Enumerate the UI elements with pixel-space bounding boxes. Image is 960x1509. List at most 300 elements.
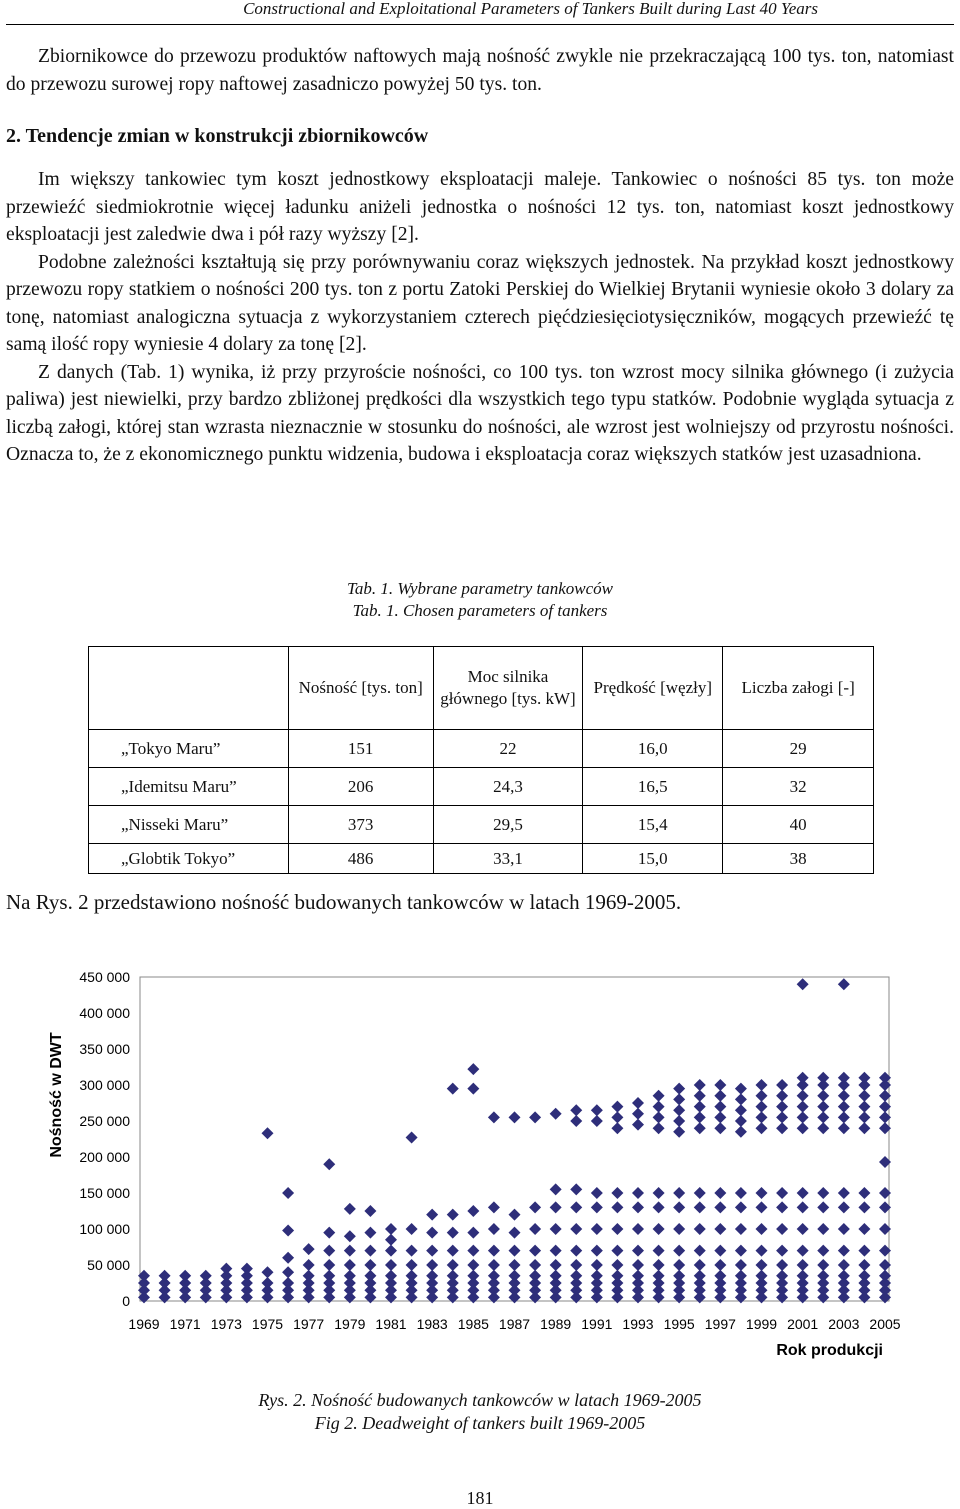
- data-point: [262, 1127, 274, 1139]
- table-row: [89, 768, 874, 806]
- table-cell: 38: [723, 844, 874, 874]
- data-point: [447, 1209, 459, 1221]
- data-point: [570, 1223, 582, 1235]
- table-caption-en: Tab. 1. Chosen parameters of tankers: [352, 601, 608, 620]
- data-point: [632, 1270, 644, 1282]
- data-point: [364, 1270, 376, 1282]
- data-point: [838, 1270, 850, 1282]
- data-point: [735, 1126, 747, 1138]
- data-point: [467, 1259, 479, 1271]
- data-point: [776, 1090, 788, 1102]
- x-tick-label: 1991: [581, 1316, 613, 1332]
- data-point: [653, 1223, 665, 1235]
- data-point: [282, 1187, 294, 1199]
- data-point: [756, 1079, 768, 1091]
- data-point: [838, 1223, 850, 1235]
- data-point: [694, 1090, 706, 1102]
- data-point: [838, 1187, 850, 1199]
- table-caption-pl: Tab. 1. Wybrane parametry tankowców: [346, 579, 613, 598]
- data-point: [385, 1259, 397, 1271]
- data-point: [714, 1223, 726, 1235]
- data-point: [447, 1270, 459, 1282]
- table-cell: 486: [288, 844, 433, 874]
- data-point: [653, 1270, 665, 1282]
- data-point: [570, 1259, 582, 1271]
- data-point: [817, 1259, 829, 1271]
- data-point: [817, 1111, 829, 1123]
- running-head: [0, 0, 960, 24]
- data-point: [756, 1201, 768, 1213]
- data-point: [653, 1090, 665, 1102]
- data-point: [714, 1245, 726, 1257]
- data-point: [817, 1223, 829, 1235]
- data-point: [776, 1187, 788, 1199]
- data-point: [426, 1259, 438, 1271]
- data-point: [797, 1111, 809, 1123]
- data-point: [447, 1227, 459, 1239]
- data-point: [694, 1122, 706, 1134]
- x-tick-label: 1983: [416, 1316, 448, 1332]
- data-point: [817, 1101, 829, 1113]
- data-point: [529, 1201, 541, 1213]
- data-point: [797, 1072, 809, 1084]
- data-point: [776, 1101, 788, 1113]
- data-point: [591, 1259, 603, 1271]
- y-tick-label: 200 000: [79, 1149, 130, 1165]
- y-tick-label: 100 000: [79, 1221, 130, 1237]
- data-point: [817, 1187, 829, 1199]
- data-point: [467, 1227, 479, 1239]
- data-point: [488, 1259, 500, 1271]
- y-tick-label: 350 000: [79, 1041, 130, 1057]
- data-point: [714, 1079, 726, 1091]
- data-point: [756, 1101, 768, 1113]
- data-point: [611, 1187, 623, 1199]
- data-point: [858, 1111, 870, 1123]
- data-point: [467, 1063, 479, 1075]
- data-point: [509, 1270, 521, 1282]
- data-point: [756, 1270, 768, 1282]
- data-point: [838, 1122, 850, 1134]
- x-tick-label: 1987: [498, 1316, 531, 1332]
- data-point: [797, 1101, 809, 1113]
- data-point: [714, 1201, 726, 1213]
- data-point: [797, 1223, 809, 1235]
- ship-name: „Tokyo Maru”: [89, 730, 289, 768]
- table-cell: 373: [288, 806, 433, 844]
- data-point: [591, 1270, 603, 1282]
- data-point: [159, 1270, 171, 1282]
- table-row: [89, 730, 874, 768]
- data-point: [817, 1245, 829, 1257]
- table-cell: 40: [723, 806, 874, 844]
- x-axis-ticks: [128, 1316, 900, 1332]
- ship-name: „Globtik Tokyo”: [89, 844, 289, 874]
- data-point: [776, 1223, 788, 1235]
- ship-name: „Idemitsu Maru”: [89, 768, 289, 806]
- data-point: [611, 1270, 623, 1282]
- parameters-table: [88, 646, 874, 874]
- data-point: [447, 1259, 459, 1271]
- data-point: [838, 1111, 850, 1123]
- data-point: [776, 1245, 788, 1257]
- data-point: [550, 1223, 562, 1235]
- data-point: [303, 1259, 315, 1271]
- data-point: [776, 1111, 788, 1123]
- data-point: [714, 1270, 726, 1282]
- data-point: [653, 1101, 665, 1113]
- paragraph-text: Zbiornikowce do przewozu produktów naftowych mają nośność zwykle nie przekraczającą 100 tys. ton, natomiast do przewozu surowej ropy naftowej zasadniczo powyżej 50 tys. ton.: [6, 46, 954, 95]
- y-axis-label: Nośność w DWT: [48, 1032, 65, 1158]
- data-point: [529, 1111, 541, 1123]
- data-point: [694, 1101, 706, 1113]
- table-cell: 15,0: [583, 844, 723, 874]
- data-point: [714, 1101, 726, 1113]
- data-point: [488, 1201, 500, 1213]
- x-tick-label: 1975: [251, 1316, 284, 1332]
- data-point: [756, 1187, 768, 1199]
- x-tick-label: 2005: [869, 1316, 901, 1332]
- data-point: [509, 1259, 521, 1271]
- data-point: [694, 1223, 706, 1235]
- data-point: [673, 1187, 685, 1199]
- data-point: [653, 1201, 665, 1213]
- data-point: [591, 1201, 603, 1213]
- data-point: [838, 1201, 850, 1213]
- data-point: [179, 1270, 191, 1282]
- data-point: [838, 1072, 850, 1084]
- x-tick-label: 1981: [375, 1316, 407, 1332]
- data-point: [344, 1245, 356, 1257]
- data-point: [653, 1111, 665, 1123]
- data-point: [550, 1259, 562, 1271]
- data-point: [220, 1263, 232, 1275]
- data-point: [673, 1223, 685, 1235]
- data-point: [591, 1245, 603, 1257]
- data-point: [797, 1122, 809, 1134]
- data-point: [817, 1201, 829, 1213]
- data-point: [714, 1111, 726, 1123]
- x-tick-label: 1971: [169, 1316, 201, 1332]
- data-point: [776, 1122, 788, 1134]
- data-point: [735, 1115, 747, 1127]
- data-point: [488, 1270, 500, 1282]
- data-point: [406, 1259, 418, 1271]
- data-point: [838, 978, 850, 990]
- x-tick-label: 1969: [128, 1316, 160, 1332]
- data-point: [694, 1079, 706, 1091]
- data-point: [632, 1119, 644, 1131]
- data-point: [426, 1209, 438, 1221]
- deadweight-scatter-chart: [0, 955, 960, 1375]
- data-point: [406, 1245, 418, 1257]
- data-point: [632, 1108, 644, 1120]
- data-point: [509, 1227, 521, 1239]
- data-point: [591, 1115, 603, 1127]
- data-point: [632, 1259, 644, 1271]
- data-point: [776, 1259, 788, 1271]
- data-point: [735, 1083, 747, 1095]
- data-point: [447, 1083, 459, 1095]
- data-point: [303, 1243, 315, 1255]
- data-point: [756, 1259, 768, 1271]
- data-point: [529, 1259, 541, 1271]
- data-point: [797, 1090, 809, 1102]
- data-point: [550, 1183, 562, 1195]
- data-point: [550, 1201, 562, 1213]
- data-point: [344, 1230, 356, 1242]
- data-point: [735, 1187, 747, 1199]
- data-point: [797, 1245, 809, 1257]
- figure-intro-text: Na Rys. 2 przedstawiono nośność budowanych tankowców w latach 1969-2005.: [6, 890, 682, 914]
- x-tick-label: 1999: [745, 1316, 778, 1332]
- y-axis-ticks: [79, 969, 130, 1309]
- data-point: [467, 1270, 479, 1282]
- data-point: [714, 1122, 726, 1134]
- data-point: [858, 1259, 870, 1271]
- table-header-cell: Nośność [tys. ton]: [288, 647, 433, 730]
- data-point: [756, 1111, 768, 1123]
- data-point: [797, 1187, 809, 1199]
- data-point: [488, 1111, 500, 1123]
- data-point: [817, 1072, 829, 1084]
- data-point: [838, 1101, 850, 1113]
- data-point: [673, 1270, 685, 1282]
- y-tick-label: 50 000: [87, 1257, 130, 1273]
- data-point: [488, 1223, 500, 1235]
- table-header-cell: Moc silnika głównego [tys. kW]: [433, 647, 583, 730]
- data-point: [611, 1122, 623, 1134]
- x-tick-label: 1993: [622, 1316, 654, 1332]
- data-point: [817, 1090, 829, 1102]
- data-point: [673, 1115, 685, 1127]
- data-point: [323, 1245, 335, 1257]
- data-point: [509, 1245, 521, 1257]
- data-point: [694, 1111, 706, 1123]
- data-point: [653, 1245, 665, 1257]
- data-point: [858, 1270, 870, 1282]
- data-point: [426, 1227, 438, 1239]
- data-point: [570, 1201, 582, 1213]
- x-axis-label: Rok produkcji: [776, 1342, 883, 1359]
- data-point: [488, 1245, 500, 1257]
- data-point: [858, 1187, 870, 1199]
- data-point: [323, 1227, 335, 1239]
- data-point: [364, 1205, 376, 1217]
- data-point: [509, 1111, 521, 1123]
- table-cell: 15,4: [583, 806, 723, 844]
- data-point: [200, 1270, 212, 1282]
- data-point: [673, 1083, 685, 1095]
- data-point: [282, 1224, 294, 1236]
- data-point: [406, 1132, 418, 1144]
- data-point: [673, 1201, 685, 1213]
- data-point: [344, 1259, 356, 1271]
- data-point: [756, 1090, 768, 1102]
- data-point: [611, 1111, 623, 1123]
- data-point: [570, 1245, 582, 1257]
- data-points: [138, 978, 891, 1303]
- data-point: [673, 1104, 685, 1116]
- data-point: [714, 1187, 726, 1199]
- table-cell: 206: [288, 768, 433, 806]
- data-point: [406, 1270, 418, 1282]
- running-title: Constructional and Exploitational Parameters of Tankers Built during Last 40 Years: [243, 0, 818, 18]
- data-point: [714, 1259, 726, 1271]
- page-number: 181: [466, 1488, 494, 1508]
- y-tick-label: 0: [122, 1293, 130, 1309]
- data-point: [838, 1245, 850, 1257]
- data-point: [735, 1201, 747, 1213]
- data-point: [611, 1223, 623, 1235]
- paragraph-text: Z danych (Tab. 1) wynika, iż przy przyroście nośności, co 100 tys. ton wzrost mocy silnika głównego (i zużycia paliwa) jest niewielki, przy bardzo zbliżonej prędkości dla wszystkich tego typu statków. Podobnie wygląda sytuacja z liczbą załogi, której stan wzrasta nieznacznie w stosunku do nośności, ale wzrost jest wolniejszy od przyrostu nośności. Oznacza to, że z ekonomicznego punktu widzenia, budowa i eksploatacja coraz większych statków jest uzasadniona.: [6, 361, 954, 465]
- data-point: [817, 1270, 829, 1282]
- data-point: [385, 1245, 397, 1257]
- data-point: [735, 1223, 747, 1235]
- data-point: [467, 1083, 479, 1095]
- data-point: [756, 1223, 768, 1235]
- data-point: [550, 1270, 562, 1282]
- table-cell: 33,1: [433, 844, 583, 874]
- data-point: [364, 1259, 376, 1271]
- data-point: [714, 1090, 726, 1102]
- figure-caption-pl: Rys. 2. Nośność budowanych tankowców w latach 1969-2005: [258, 1390, 702, 1410]
- data-point: [282, 1266, 294, 1278]
- y-tick-label: 150 000: [79, 1185, 130, 1201]
- data-point: [858, 1122, 870, 1134]
- data-point: [673, 1245, 685, 1257]
- data-point: [632, 1187, 644, 1199]
- data-point: [797, 1259, 809, 1271]
- data-point: [282, 1277, 294, 1289]
- x-tick-label: 2003: [828, 1316, 860, 1332]
- data-point: [344, 1270, 356, 1282]
- data-point: [550, 1245, 562, 1257]
- data-point: [406, 1223, 418, 1235]
- data-point: [591, 1223, 603, 1235]
- data-point: [611, 1245, 623, 1257]
- data-point: [817, 1122, 829, 1134]
- figure-caption-en: Fig 2. Deadweight of tankers built 1969-2005: [314, 1413, 646, 1433]
- data-point: [673, 1259, 685, 1271]
- table-row: [89, 806, 874, 844]
- section-body: [6, 166, 954, 469]
- data-point: [385, 1270, 397, 1282]
- section-heading: 2. Tendencje zmian w konstrukcji zbiornikowców: [6, 125, 429, 147]
- table-header-cell: [89, 647, 289, 730]
- data-point: [838, 1090, 850, 1102]
- data-point: [262, 1266, 274, 1278]
- data-point: [858, 1101, 870, 1113]
- table-header-cell: Liczba załogi [-]: [723, 647, 874, 730]
- data-point: [776, 1201, 788, 1213]
- data-point: [756, 1122, 768, 1134]
- data-point: [694, 1201, 706, 1213]
- table-cell: 24,3: [433, 768, 583, 806]
- data-point: [632, 1245, 644, 1257]
- data-point: [323, 1259, 335, 1271]
- data-point: [858, 1090, 870, 1102]
- x-tick-label: 1997: [704, 1316, 736, 1332]
- data-point: [756, 1245, 768, 1257]
- y-tick-label: 300 000: [79, 1077, 130, 1093]
- data-point: [570, 1183, 582, 1195]
- table-header-row: [89, 647, 874, 730]
- data-point: [467, 1245, 479, 1257]
- data-point: [653, 1122, 665, 1134]
- data-point: [344, 1203, 356, 1215]
- data-point: [447, 1245, 459, 1257]
- header-rule: [6, 24, 954, 25]
- data-point: [735, 1093, 747, 1105]
- data-point: [858, 1201, 870, 1213]
- data-point: [673, 1126, 685, 1138]
- data-point: [694, 1259, 706, 1271]
- y-tick-label: 400 000: [79, 1005, 130, 1021]
- data-point: [591, 1104, 603, 1116]
- data-point: [529, 1223, 541, 1235]
- table-cell: 32: [723, 768, 874, 806]
- x-tick-label: 1977: [293, 1316, 325, 1332]
- data-point: [632, 1201, 644, 1213]
- table-cell: 16,0: [583, 730, 723, 768]
- data-point: [591, 1187, 603, 1199]
- data-point: [364, 1227, 376, 1239]
- data-point: [632, 1097, 644, 1109]
- data-point: [735, 1245, 747, 1257]
- data-point: [735, 1104, 747, 1116]
- data-point: [509, 1209, 521, 1221]
- table-cell: 29: [723, 730, 874, 768]
- table-header-cell: Prędkość [węzły]: [583, 647, 723, 730]
- data-point: [838, 1259, 850, 1271]
- data-point: [858, 1072, 870, 1084]
- table-cell: 16,5: [583, 768, 723, 806]
- data-point: [797, 1201, 809, 1213]
- x-tick-label: 1973: [210, 1316, 242, 1332]
- data-point: [303, 1270, 315, 1282]
- data-point: [673, 1093, 685, 1105]
- y-tick-label: 450 000: [79, 969, 130, 985]
- x-tick-label: 1989: [540, 1316, 572, 1332]
- x-tick-label: 1995: [663, 1316, 695, 1332]
- data-point: [694, 1187, 706, 1199]
- data-point: [282, 1252, 294, 1264]
- table-cell: 151: [288, 730, 433, 768]
- data-point: [570, 1270, 582, 1282]
- data-point: [323, 1158, 335, 1170]
- data-point: [570, 1115, 582, 1127]
- x-tick-label: 2001: [787, 1316, 819, 1332]
- paragraph-text: Podobne zależności kształtują się przy porównywaniu coraz większych jednostek. Na przykład koszt jednostkowy przewozu ropy statkiem o nośności 200 tys. ton z portu Zatoki Perskiej do Wielkiej Brytanii wyniesie około 3 dolary za tonę, natomiast analogiczna sytuacja z wykorzystaniem czterech pięćdziesięciotysięczników, mogących przewieźć tę samą ilość ropy wyniesie 4 dolary za tonę [2].: [6, 251, 954, 355]
- x-tick-label: 1979: [334, 1316, 366, 1332]
- data-point: [735, 1259, 747, 1271]
- data-point: [653, 1187, 665, 1199]
- data-point: [611, 1259, 623, 1271]
- data-point: [611, 1201, 623, 1213]
- ship-name: „Nisseki Maru”: [89, 806, 289, 844]
- data-point: [467, 1205, 479, 1217]
- data-point: [323, 1270, 335, 1282]
- data-point: [262, 1277, 274, 1289]
- data-point: [426, 1245, 438, 1257]
- data-point: [426, 1270, 438, 1282]
- data-point: [385, 1234, 397, 1246]
- data-point: [776, 1079, 788, 1091]
- data-point: [241, 1263, 253, 1275]
- table-cell: 29,5: [433, 806, 583, 844]
- data-point: [858, 1245, 870, 1257]
